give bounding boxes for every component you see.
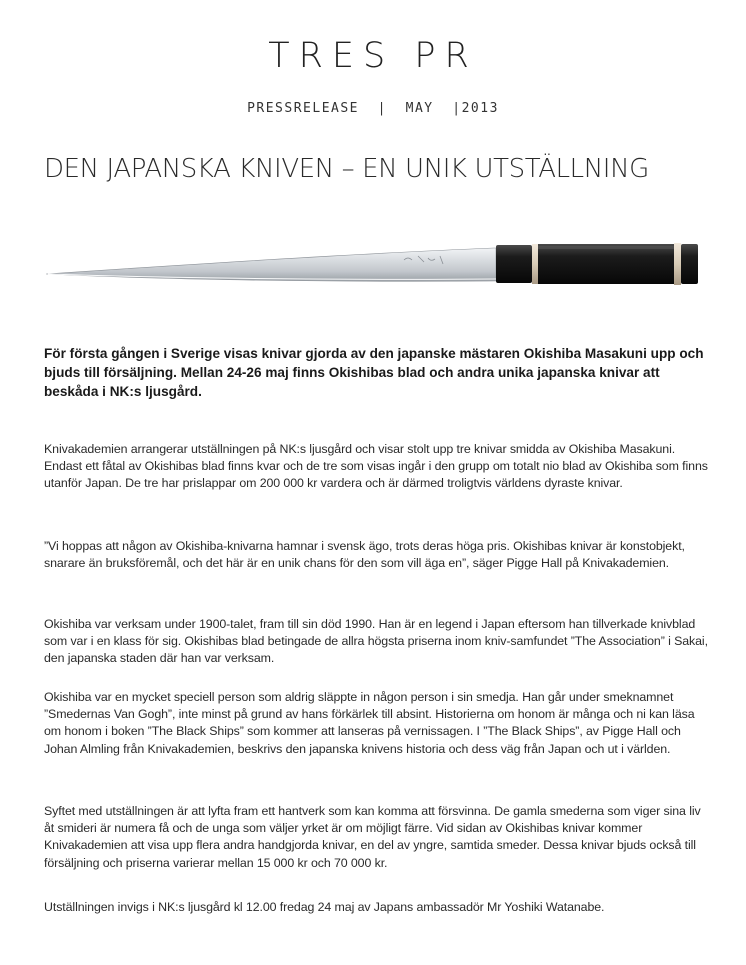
body-paragraph: Utställningen invigs i NK:s ljusgård kl 12.00 fredag 24 maj av Japans ambassadör Mr Yoshiki Watanabe. [44,900,605,914]
body-paragraph: Okishiba var verksam under 1900-talet, fram till sin död 1990. Han är en legend i Japan eftersom han tillverkade knivblad som var i en klass för sig. Okishibas blad betingade de allra högsta priserna inom kniv-samfundet ”The Association” i Sakai, den japanska staden där han var verksam. [44,617,708,666]
release-dateline: PRESSRELEASE | MAY |2013 [247,101,499,116]
body-paragraph: ”Vi hoppas att någon av Okishiba-knivarna hamnar i svensk ägo, trots deras höga pris. Okishibas knivar är konstobjekt, snarare än bruksföremål, och det här är en unik chans för den som vill äga en”, säger Pigge Hall på Knivakademien. [44,539,685,571]
brand-logo-text: TRES PR [268,36,478,76]
lead-paragraph: För första gången i Sverige visas knivar gjorda av den japanske mästaren Okishiba Masakuni upp och bjuds till försäljning. Mellan 24-26 maj finns Okishibas blad och andra unika japanska knivar att beskåda i NK:s ljusgård. [44,346,704,399]
knife-ferrule [496,245,532,283]
body-paragraph: Knivakademien arrangerar utställningen på NK:s ljusgård och visar stolt upp tre knivar smidda av Okishiba Masakuni. Endast ett fåtal av Okishibas blad finns kvar och de tre som visas ingår i den grupp om totalt nio blad av Okishiba som finns utanför Japan. De tre har prislappar om 200 000 kr vardera och är därmed troligtvis världens dyraste knivar. [44,442,708,491]
knife-photo [44,232,704,292]
page-title: DEN JAPANSKA KNIVEN – EN UNIK UTSTÄLLNING [44,154,649,184]
body-paragraph: Okishiba var en mycket speciell person som aldrig släppte in någon person i sin smedja. Han går under smeknamnet ”Smedernas Van Gogh”, inte minst på grund av hans förkärlek till absint. Historierna om honom är många och ni kan läsa om honom i boken ”The Black Ships” som kommer att lanseras på vernissagen. I ”The Black Ships”, av Pigge Hall och Johan Almling från Knivakademien, beskrivs den japanska knivens historia och dess väg från Japan och ut i världen. [44,690,695,756]
body-paragraph: Syftet med utställningen är att lyfta fram ett hantverk som kan komma att försvinna. De gamla smederna som viger sina liv åt smideri är numera få och de unga som väljer yrket är om möjligt färre. Vid sidan av Okishibas knivar kommer Knivakademien att visa upp flera andra handgjorda knivar, en del av yngre, samtida smeder. Dessa knivar bjuds också till försäljning och priserna varierar mellan 15 000 kr och 70 000 kr. [44,804,701,870]
knife-handle [538,244,674,284]
